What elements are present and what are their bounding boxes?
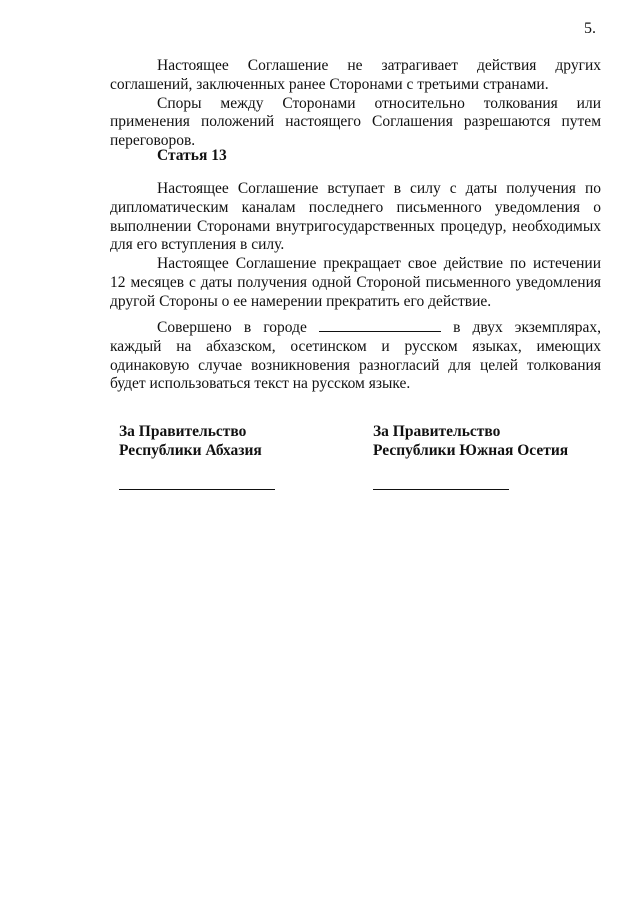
- page-number: 5.: [584, 20, 596, 37]
- paragraph-done-at: [110, 318, 601, 394]
- done-at-prefix: Совершено в городе: [157, 319, 307, 336]
- paragraph-disputes: Споры между Сторонами относительно толкования или применения положений настоящего Соглашения разрешаются путем переговоров.: [110, 94, 601, 150]
- paragraph-entry-into-force: Настоящее Соглашение вступает в силу с даты получения по дипломатическим каналам последнего письменного уведомления о выполнении Сторонами внутригосударственных процедур, необходимых для его вступления в силу.: [110, 180, 601, 254]
- signatory-abkhazia-line2: Республики Абхазия: [119, 441, 262, 459]
- signature-line-south-ossetia: [373, 489, 509, 490]
- done-at-suffix: в двух экземплярах, каждый на абхазском, осетинском и русском языках, имеющих одинаковую случае возникновения разногласий для целей толкования будет использоваться текст на русском языке.: [110, 319, 601, 393]
- closing-section: [110, 318, 601, 394]
- intro-section: [110, 57, 601, 151]
- article-13-section: [110, 180, 601, 312]
- signatory-abkhazia-line1: За Правительство: [119, 423, 247, 440]
- signature-line-abkhazia: [119, 489, 275, 490]
- signatory-south-ossetia: [373, 423, 568, 461]
- city-blank-line: [319, 318, 441, 332]
- paragraph-termination: Настоящее Соглашение прекращает свое действие по истечении 12 месяцев с даты получения одной Стороной письменного уведомления другой Стороны о ее намерении прекратить его действие.: [110, 255, 601, 310]
- signatory-abkhazia: [119, 423, 262, 461]
- article-heading: Статья 13: [157, 147, 227, 164]
- signatory-south-ossetia-line1: За Правительство: [373, 423, 501, 440]
- signatory-south-ossetia-line2: Республики Южная Осетия: [373, 441, 569, 459]
- paragraph-other-agreements: Настоящее Соглашение не затрагивает действия других соглашений, заключенных ранее Сторонами с третьими странами.: [110, 57, 601, 93]
